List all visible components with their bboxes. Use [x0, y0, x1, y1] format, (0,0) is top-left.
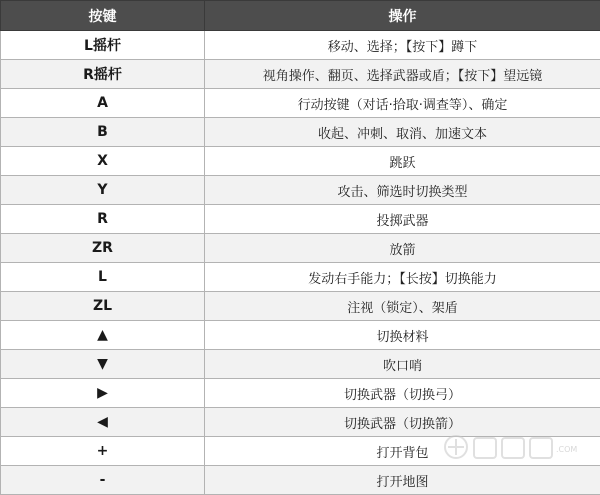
table-row — [1, 263, 600, 292]
button-key-cell: L摇杆 — [1, 31, 205, 60]
action-cell: 发动右手能力；【长按】切换能力 — [205, 263, 600, 292]
table-row — [1, 466, 600, 495]
svg-text:.COM: .COM — [556, 445, 577, 454]
table-row — [1, 60, 600, 89]
action-cell: 吹口哨 — [205, 350, 600, 379]
action-cell: 移动、选择；【按下】蹲下 — [205, 31, 600, 60]
action-cell: 切换武器（切换箭） — [205, 408, 600, 437]
table-row — [1, 176, 600, 205]
table-body — [1, 31, 600, 495]
button-key-cell: ▼ — [1, 350, 205, 379]
table-row — [1, 234, 600, 263]
button-key-cell: ▲ — [1, 321, 205, 350]
table-row — [1, 321, 600, 350]
action-cell: 注视（锁定）、架盾 — [205, 292, 600, 321]
button-key-cell: R摇杆 — [1, 60, 205, 89]
header-action: 操作 — [205, 1, 600, 31]
action-cell: 跳跃 — [205, 147, 600, 176]
table-row — [1, 205, 600, 234]
button-key-cell: B — [1, 118, 205, 147]
table-row — [1, 379, 600, 408]
action-cell: 攻击、筛选时切换类型 — [205, 176, 600, 205]
table-row — [1, 408, 600, 437]
button-key-cell: R — [1, 205, 205, 234]
button-key-cell: - — [1, 466, 205, 495]
action-cell: 切换材料 — [205, 321, 600, 350]
button-key-cell: ▶ — [1, 379, 205, 408]
button-key-cell: + — [1, 437, 205, 466]
button-key-cell: ◀ — [1, 408, 205, 437]
action-cell: 打开地图 — [205, 466, 600, 495]
table-row — [1, 147, 600, 176]
action-cell: 投掷武器 — [205, 205, 600, 234]
button-key-cell: Y — [1, 176, 205, 205]
action-cell: 视角操作、翻页、选择武器或盾；【按下】望远镜 — [205, 60, 600, 89]
header-key: 按键 — [1, 1, 205, 31]
button-key-cell: L — [1, 263, 205, 292]
button-key-cell: X — [1, 147, 205, 176]
table-header-row — [1, 1, 600, 31]
button-key-cell: ZR — [1, 234, 205, 263]
table-row — [1, 89, 600, 118]
table-row — [1, 118, 600, 147]
action-cell: 打开背包 — [205, 437, 600, 466]
action-cell: 切换武器（切换弓） — [205, 379, 600, 408]
table-row — [1, 292, 600, 321]
action-cell: 行动按键（对话·拾取·调查等）、确定 — [205, 89, 600, 118]
table-row — [1, 31, 600, 60]
action-cell: 放箭 — [205, 234, 600, 263]
button-key-cell: ZL — [1, 292, 205, 321]
table-row — [1, 350, 600, 379]
table-row — [1, 437, 600, 466]
button-key-cell: A — [1, 89, 205, 118]
action-cell: 收起、冲刺、取消、加速文本 — [205, 118, 600, 147]
